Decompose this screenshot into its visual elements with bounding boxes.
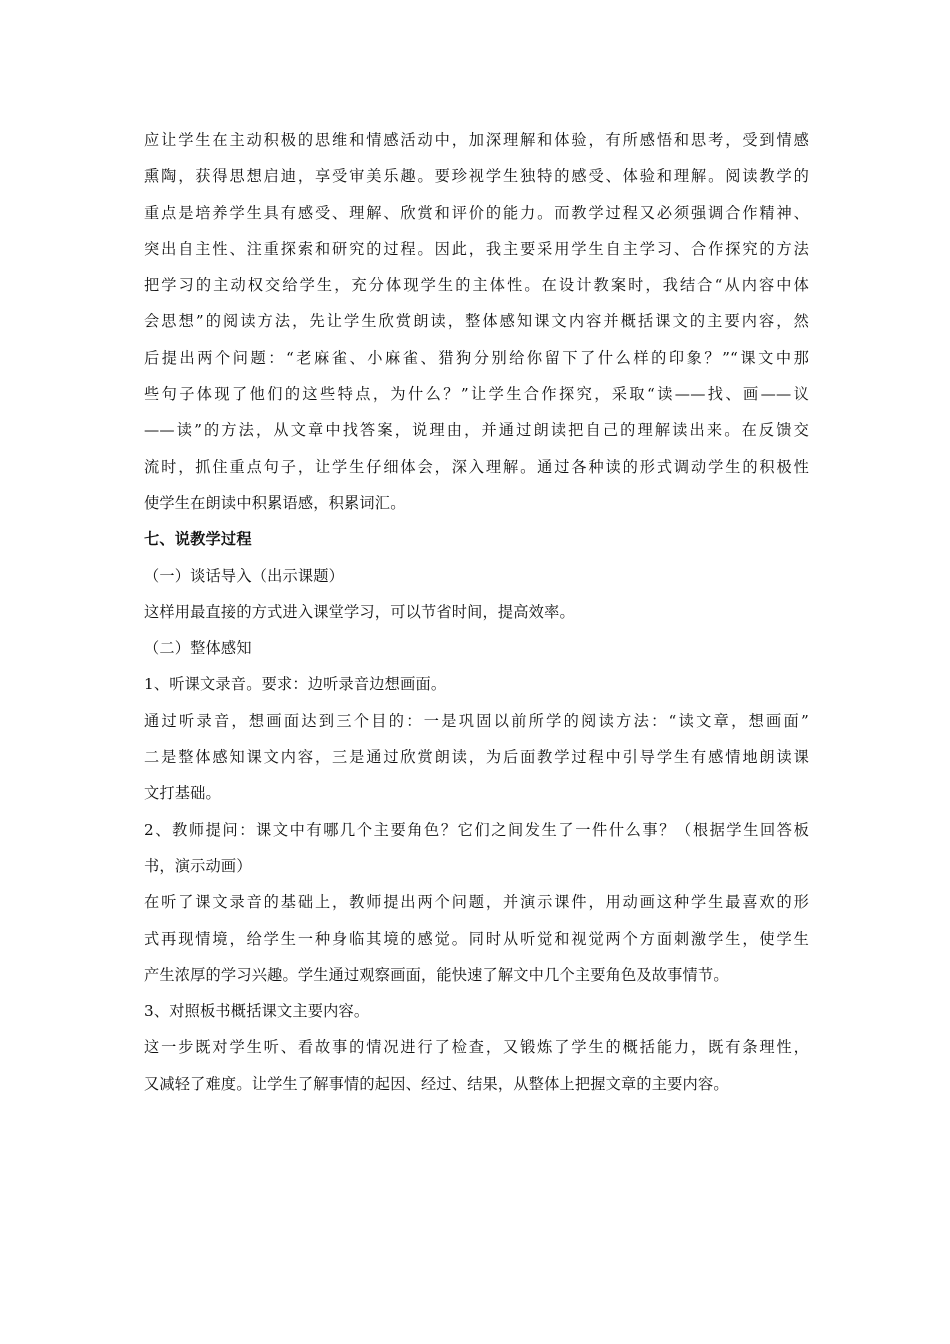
text-line: 使学生在朗读中积累语感，积累词汇。: [144, 493, 406, 512]
text-line: 式再现情境，给学生一种身临其境的感觉。同时从听觉和视觉两个方面刺激学生，使学生: [144, 929, 809, 948]
text-line: 产生浓厚的学习兴趣。学生通过观察画面，能快速了解文中几个主要角色及故事情节。: [144, 965, 729, 984]
text-line: 熏陶，获得思想启迪，享受审美乐趣。要珍视学生独特的感受、体验和理解。阅读教学的: [144, 167, 809, 186]
text-line: 把学习的主动权交给学生，充分体现学生的主体性。在设计教案时，我结合“从内容中体: [144, 276, 809, 295]
section-heading: 七、说教学过程: [144, 530, 252, 549]
text-line: 这样用最直接的方式进入课堂学习，可以节省时间，提高效率。: [144, 602, 575, 621]
text-line: 1、听课文录音。要求：边听录音边想画面。: [144, 675, 447, 694]
text-line: 后提出两个问题：“老麻雀、小麻雀、猎狗分别给你留下了什么样的印象？”“课文中那: [144, 348, 809, 367]
text-line: 重点是培养学生具有感受、理解、欣赏和评价的能力。而教学过程又必须强调合作精神、: [144, 203, 809, 222]
text-line: 通过听录音，想画面达到三个目的：一是巩固以前所学的阅读方法：“读文章，想画面”: [144, 711, 809, 730]
text-line: （一）谈话导入（出示课题）: [144, 566, 345, 585]
text-line: 又减轻了难度。让学生了解事情的起因、经过、结果，从整体上把握文章的主要内容。: [144, 1074, 729, 1093]
text-line: 流时，抓住重点句子，让学生仔细体会，深入理解。通过各种读的形式调动学生的积极性: [144, 457, 809, 476]
text-line: （二）整体感知: [144, 639, 252, 658]
text-line: 应让学生在主动积极的思维和情感活动中，加深理解和体验，有所感悟和思考，受到情感: [144, 131, 809, 149]
text-line: 3、对照板书概括课文主要内容。: [144, 1002, 370, 1021]
text-line: 文打基础。: [144, 784, 221, 803]
text-line: 会思想”的阅读方法，先让学生欣赏朗读，整体感知课文内容并概括课文的主要内容，然: [144, 312, 809, 331]
document-body: [144, 122, 809, 1102]
text-line: 书，演示动画）: [144, 856, 252, 875]
text-line: ——读”的方法，从文章中找答案，说理由，并通过朗读把自己的理解读出来。在反馈交: [144, 421, 809, 440]
text-line: 二是整体感知课文内容，三是通过欣赏朗读，为后面教学过程中引导学生有感情地朗读课: [144, 748, 809, 767]
text-line: 些句子体现了他们的这些特点，为什么？”让学生合作探究，采取“读——找、画——议: [144, 385, 809, 404]
text-line: 在听了课文录音的基础上，教师提出两个问题，并演示课件，用动画这种学生最喜欢的形: [144, 893, 809, 912]
text-line: 这一步既对学生听、看故事的情况进行了检查，又锻炼了学生的概括能力，既有条理性，: [144, 1038, 809, 1057]
text-line: 突出自主性、注重探索和研究的过程。因此，我主要采用学生自主学习、合作探究的方法: [144, 239, 809, 258]
text-line: 2、教师提问：课文中有哪几个主要角色？它们之间发生了一件什么事？（根据学生回答板: [144, 820, 809, 839]
